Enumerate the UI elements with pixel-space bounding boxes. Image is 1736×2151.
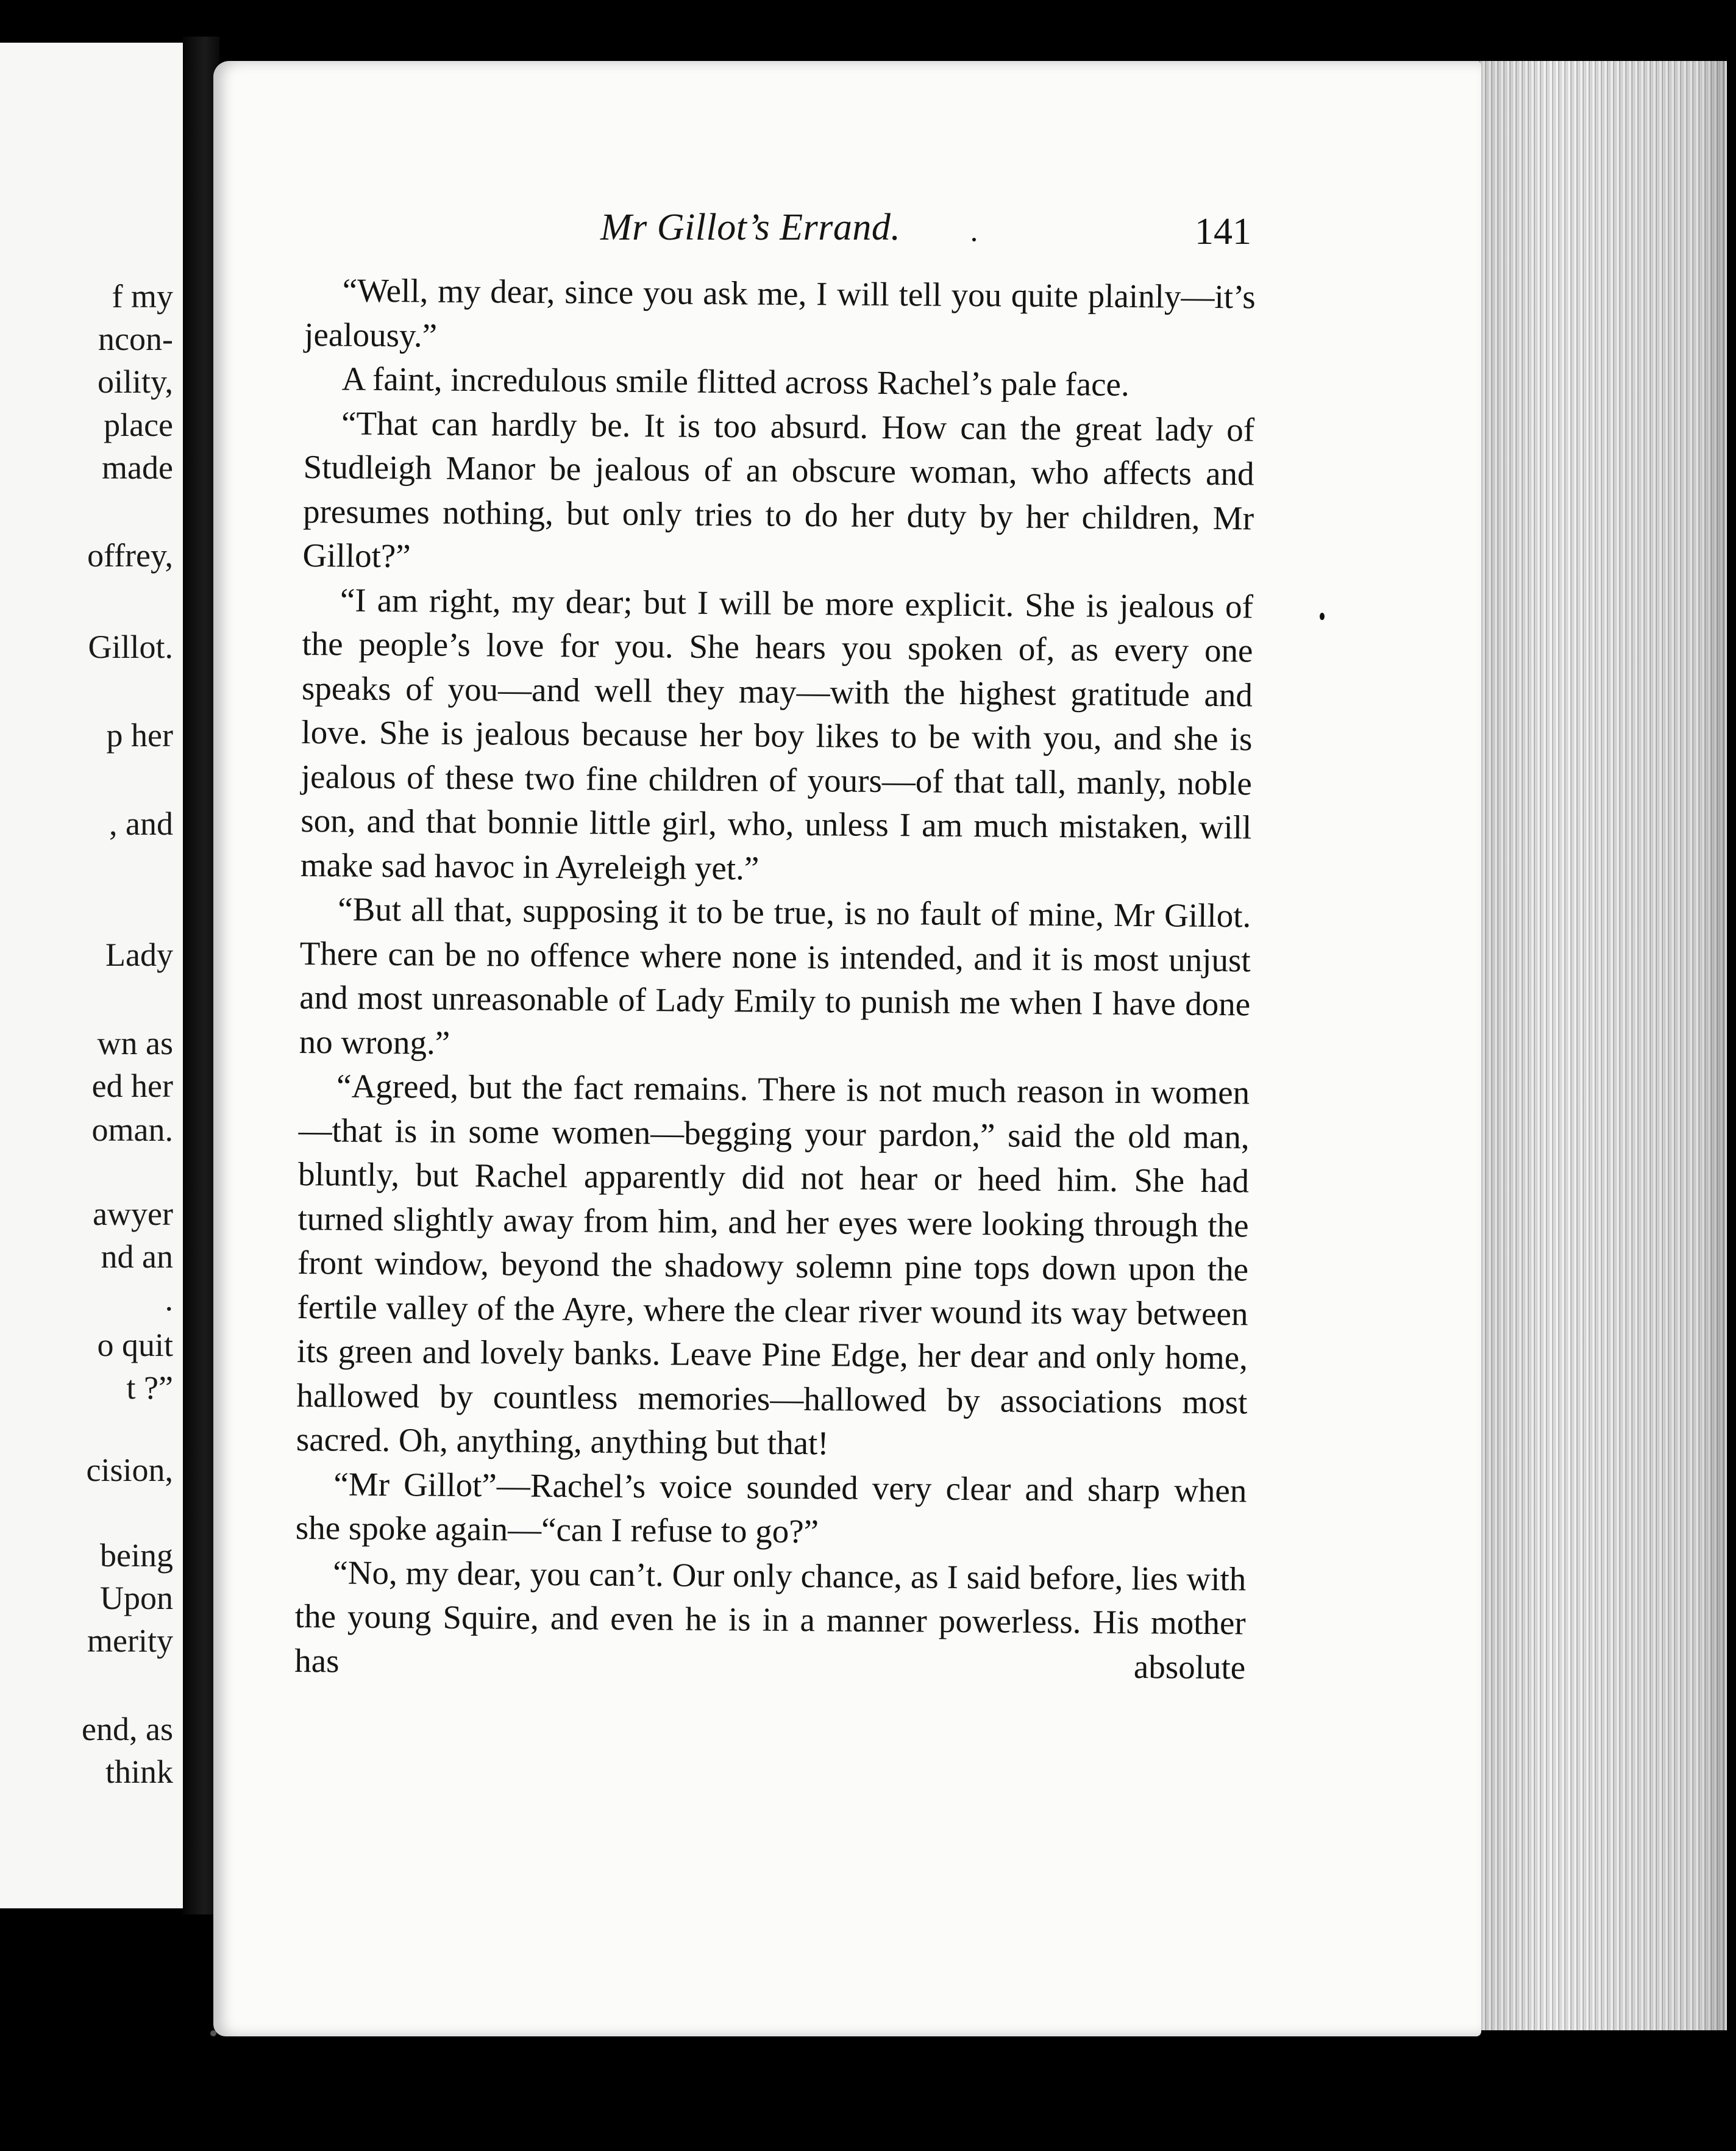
- facing-page-line: wn as: [97, 1025, 173, 1061]
- facing-page-line: oility,: [97, 363, 173, 400]
- facing-page-line: cision,: [86, 1452, 173, 1488]
- facing-page-line: o quit: [97, 1327, 173, 1363]
- facing-page-line: ncon-: [98, 321, 173, 357]
- ink-speck: [210, 2030, 216, 2036]
- facing-page-line: ed her: [91, 1068, 173, 1104]
- facing-page-line: t ?”: [126, 1369, 173, 1406]
- facing-page-line: oman.: [91, 1111, 173, 1148]
- paragraph: A faint, incredulous smile flitted across Rachel’s pale face.: [341, 360, 1129, 403]
- facing-page-line: Lady: [105, 936, 173, 973]
- facing-page-line: .: [165, 1281, 173, 1318]
- page-edge-shading: [1475, 61, 1725, 2030]
- facing-page-line: Upon: [100, 1580, 173, 1616]
- paragraph: “That can hardly be. It is too absurd. How can the great lady of Studleigh Manor be jealous of an obscure woman, who affects and presumes nothing, but only tries to do her duty by her children, Mr Gillot?”: [302, 404, 1255, 575]
- facing-page-line: awyer: [93, 1196, 173, 1232]
- facing-page-line: offrey,: [87, 537, 173, 574]
- facing-page-line: being: [100, 1537, 173, 1574]
- facing-page-line: end, as: [82, 1711, 173, 1747]
- facing-page-fragment: [0, 43, 184, 1908]
- ink-speck: [1320, 613, 1325, 620]
- facing-page-line: think: [105, 1753, 173, 1790]
- body-text: [294, 268, 1256, 1689]
- facing-page-line: Gillot.: [88, 629, 173, 665]
- paragraph: “No, my dear, you can’t. Our only chance, as I said before, lies with the young Squire, and even he is in a manner powerless. His mother has absolute: [294, 1553, 1247, 1686]
- facing-page-line: p her: [106, 717, 173, 754]
- paragraph: “Agreed, but the fact remains. There is not much reason in women—that is in some women—begging your pardon,” said the old man, bluntly, but Rachel apparently did not hear or heed him. She had turned slightly away from him, and her eyes were looking through the front window, beyond the shadowy solemn pine tops down upon the fertile valley of the Ayre, where the clear river wound its way between its green and lovely banks. Leave Pine Edge, her dear and only home, hallowed by countless memories—hallowed by associations most sacred. Oh, anything, anything but that!: [296, 1067, 1250, 1462]
- paragraph: “Well, my dear, since you ask me, I will tell you quite plainly—it’s jealousy.”: [304, 271, 1256, 354]
- paragraph: “But all that, supposing it to be true, is no fault of mine, Mr Gillot. There can be no offence where none is intended, and it is most unjust and most unreasonable of Lady Emily to punish me when I have done no wrong.”: [299, 890, 1251, 1061]
- paragraph: “Mr Gillot”—Rachel’s voice sounded very clear and sharp when she spoke again—“can I refuse to go?”: [295, 1464, 1247, 1550]
- running-title: Mr Gillot’s Errand.: [600, 207, 901, 248]
- page-number: 141: [1195, 211, 1251, 252]
- facing-page-line: made: [102, 449, 173, 486]
- facing-page-line: place: [104, 407, 173, 443]
- facing-page-line: nd an: [101, 1238, 173, 1275]
- facing-page-line: merity: [87, 1622, 173, 1659]
- paragraph: “I am right, my dear; but I will be more explicit. She is jealous of the people’s love for you. She hears you spoken of, as every one speaks of you—and well they may—with the highest gratitude and love. She is jealous because her boy likes to be with you, and she is jealous of these two fine children of yours—of that tall, manly, noble son, and that bonnie little girl, who, unless I am much mistaken, will make sad havoc in Ayreleigh yet.”: [300, 580, 1254, 886]
- facing-page-line: f my: [112, 278, 173, 315]
- ink-speck: [972, 238, 976, 241]
- facing-page-line: , and: [109, 805, 173, 842]
